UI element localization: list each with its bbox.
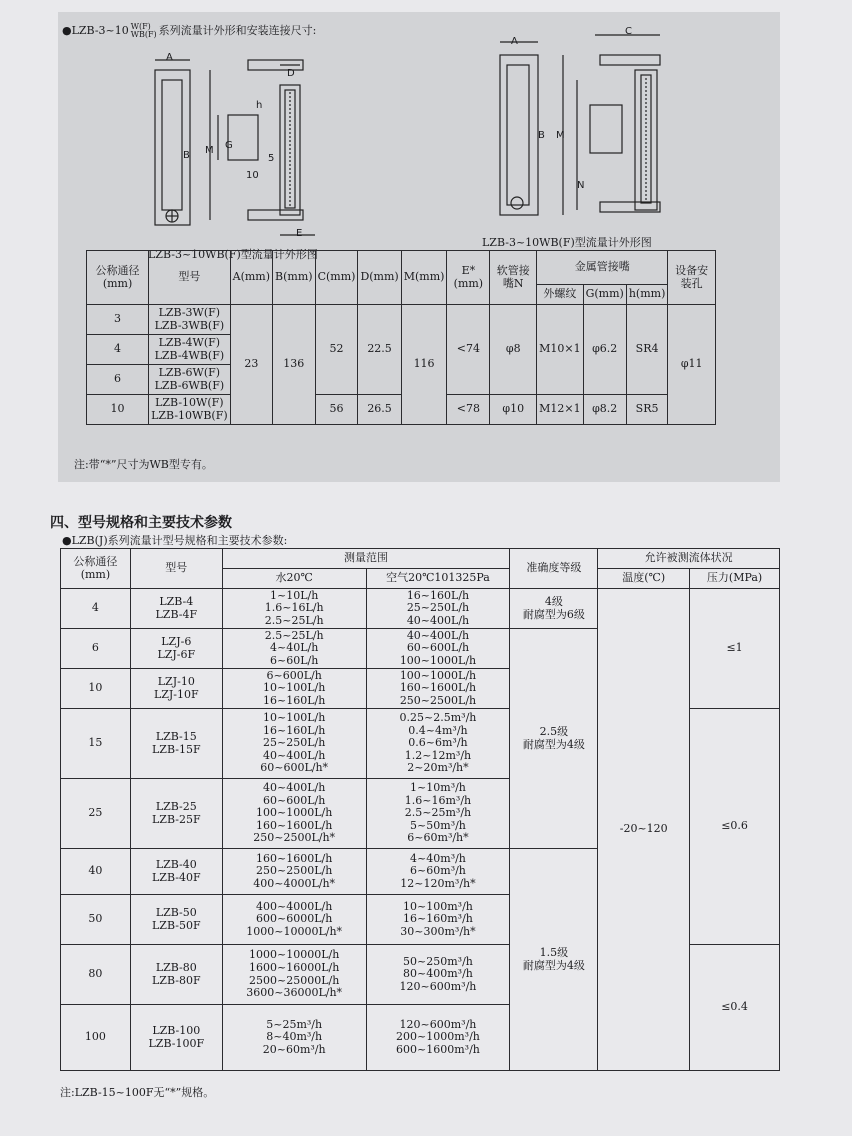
e-value-small: <74 <box>447 305 490 395</box>
m-value: 116 <box>401 305 447 425</box>
dim-label-h: h <box>256 100 263 111</box>
header-air: 空气20℃101325Pa <box>366 569 510 589</box>
model-cell: LZJ-6 LZJ-6F <box>130 629 222 669</box>
air-range-cell: 10~100m³/h 16~160m³/h 30~300m³/h* <box>366 895 510 945</box>
air-range-cell: 16~160L/h 25~250L/h 40~400L/h <box>366 589 510 629</box>
dim-label-g: G <box>225 140 233 151</box>
air-range-cell: 40~400L/h 60~600L/h 100~1000L/h <box>366 629 510 669</box>
header-d: D(mm) <box>358 251 401 305</box>
header-temp: 温度(℃) <box>598 569 690 589</box>
dn-cell: 50 <box>61 895 131 945</box>
water-range-cell: 40~400L/h 60~600L/h 100~1000L/h 160~1600L/h 250~2500L/h* <box>222 779 366 849</box>
header-range: 测量范围 <box>222 549 510 569</box>
dn-cell: 4 <box>87 335 149 365</box>
air-range-cell: 100~1000L/h 160~1600L/h 250~2500L/h <box>366 669 510 709</box>
g-value-large: φ8.2 <box>583 395 626 425</box>
water-range-cell: 5~25m³/h 8~40m³/h 20~60m³/h <box>222 1005 366 1071</box>
air-range-cell: 4~40m³/h 6~60m³/h 12~120m³/h* <box>366 849 510 895</box>
header-model: 型号 <box>149 251 231 305</box>
air-range-cell: 0.25~2.5m³/h 0.4~4m³/h 0.6~6m³/h 1.2~12m³/h 2~20m³/h* <box>366 709 510 779</box>
header-dn: 公称通径(mm) <box>61 549 131 589</box>
right-drawing-caption: LZB-3~10WB(F)型流量计外形图 <box>482 236 652 249</box>
header-thread: 外螺纹 <box>537 285 583 305</box>
header-model: 型号 <box>130 549 222 589</box>
model-cell: LZB-100 LZB-100F <box>130 1005 222 1071</box>
dimension-table <box>86 250 716 425</box>
header-m: M(mm) <box>401 251 447 305</box>
dim-label-c-right: C <box>625 26 632 37</box>
dim-label-b: B <box>183 150 190 161</box>
header-accuracy: 准确度等级 <box>510 549 598 589</box>
header-metal: 金属管接嘴 <box>537 251 668 285</box>
model-cell: LZB-10W(F) LZB-10WB(F) <box>149 395 231 425</box>
header-pressure: 压力(MPa) <box>690 569 780 589</box>
dn-cell: 100 <box>61 1005 131 1071</box>
a-value: 23 <box>230 305 272 425</box>
model-cell: LZB-3W(F) LZB-3WB(F) <box>149 305 231 335</box>
table-row <box>87 305 716 335</box>
dn-cell: 25 <box>61 779 131 849</box>
model-cell: LZB-4W(F) LZB-4WB(F) <box>149 335 231 365</box>
header-a: A(mm) <box>230 251 272 305</box>
air-range-cell: 1~10m³/h 1.6~16m³/h 2.5~25m³/h 5~50m³/h 6~60m³/h* <box>366 779 510 849</box>
section-title: 四、型号规格和主要技术参数 <box>50 515 232 531</box>
header-e: E*(mm) <box>447 251 490 305</box>
hose-value-large: φ10 <box>490 395 537 425</box>
air-range-cell: 120~600m³/h 200~1000m³/h 600~1600m³/h <box>366 1005 510 1071</box>
h-value-large: SR5 <box>626 395 668 425</box>
h-value-small: SR4 <box>626 305 668 395</box>
drawing-caption: ●LZB-3~10 W(F) WB(F) 系列流量计外形和安装连接尺寸: <box>62 22 317 39</box>
dn-cell: 40 <box>61 849 131 895</box>
table1-note: 注:带“*”尺寸为WB型专有。 <box>74 458 213 471</box>
header-hose: 软管接嘴N <box>490 251 537 305</box>
dn-cell: 15 <box>61 709 131 779</box>
water-range-cell: 10~100L/h 16~160L/h 25~250L/h 40~400L/h 60~600L/h* <box>222 709 366 779</box>
model-cell: LZB-80 LZB-80F <box>130 945 222 1005</box>
water-range-cell: 6~600L/h 10~100L/h 16~160L/h <box>222 669 366 709</box>
accuracy-cell: 1.5级 耐腐型为4级 <box>510 849 598 1071</box>
header-g: G(mm) <box>583 285 626 305</box>
dim-label-d: D <box>287 68 295 79</box>
model-cell: LZJ-10 LZJ-10F <box>130 669 222 709</box>
model-cell: LZB-6W(F) LZB-6WB(F) <box>149 365 231 395</box>
table-row <box>87 395 716 425</box>
air-range-cell: 50~250m³/h 80~400m³/h 120~600m³/h <box>366 945 510 1005</box>
c-value-large: 56 <box>315 395 358 425</box>
accuracy-cell: 2.5级 耐腐型为4级 <box>510 629 598 849</box>
b-value: 136 <box>273 305 316 425</box>
d-value-small: 22.5 <box>358 305 401 395</box>
accuracy-cell: 4级 耐腐型为6级 <box>510 589 598 629</box>
dim-label-5: 5 <box>268 153 275 164</box>
model-cell: LZB-40 LZB-40F <box>130 849 222 895</box>
spec-table <box>60 548 780 1071</box>
header-water: 水20℃ <box>222 569 366 589</box>
water-range-cell: 2.5~25L/h 4~40L/h 6~60L/h <box>222 629 366 669</box>
water-range-cell: 1000~10000L/h 1600~16000L/h 2500~25000L/h 3600~36000L/h* <box>222 945 366 1005</box>
model-cell: LZB-15 LZB-15F <box>130 709 222 779</box>
model-cell: LZB-50 LZB-50F <box>130 895 222 945</box>
right-flowmeter-drawing <box>495 30 695 230</box>
d-value-large: 26.5 <box>358 395 401 425</box>
table2-note: 注:LZB-15~100F无“*”规格。 <box>60 1086 215 1099</box>
section-subtitle: ●LZB(J)系列流量计型号规格和主要技术参数: <box>62 534 288 547</box>
hose-value-small: φ8 <box>490 305 537 395</box>
dim-label-10: 10 <box>246 170 259 181</box>
left-drawing-caption: LZB-3~10WB(F)型流量计外形图 <box>148 248 318 261</box>
c-value-small: 52 <box>315 305 358 395</box>
dn-cell: 4 <box>61 589 131 629</box>
g-value-small: φ6.2 <box>583 305 626 395</box>
dn-cell: 6 <box>87 365 149 395</box>
model-cell: LZB-4 LZB-4F <box>130 589 222 629</box>
dim-label-m: M <box>205 145 214 156</box>
dn-cell: 10 <box>87 395 149 425</box>
dim-label-n-right: N <box>577 180 585 191</box>
temperature-cell: -20~120 <box>598 589 690 1071</box>
dim-label-b-right: B <box>538 130 545 141</box>
water-range-cell: 400~4000L/h 600~6000L/h 1000~10000L/h* <box>222 895 366 945</box>
dim-label-a-right: A <box>511 36 518 47</box>
pressure-cell: ≤1 <box>690 589 780 709</box>
e-value-large: <78 <box>447 395 490 425</box>
water-range-cell: 160~1600L/h 250~2500L/h 400~4000L/h* <box>222 849 366 895</box>
dn-cell: 6 <box>61 629 131 669</box>
model-cell: LZB-25 LZB-25F <box>130 779 222 849</box>
pressure-cell: ≤0.6 <box>690 709 780 945</box>
header-b: B(mm) <box>273 251 316 305</box>
water-range-cell: 1~10L/h 1.6~16L/h 2.5~25L/h <box>222 589 366 629</box>
table-row <box>61 589 780 629</box>
dim-label-m-right: M <box>556 130 565 141</box>
dim-label-a: A <box>166 52 173 63</box>
dn-cell: 80 <box>61 945 131 1005</box>
thread-value-small: M10×1 <box>537 305 583 395</box>
mount-value: φ11 <box>668 305 716 425</box>
pressure-cell: ≤0.4 <box>690 945 780 1071</box>
header-c: C(mm) <box>315 251 358 305</box>
dn-cell: 3 <box>87 305 149 335</box>
header-dn: 公称通径(mm) <box>87 251 149 305</box>
header-mount: 设备安装孔 <box>668 251 716 305</box>
dn-cell: 10 <box>61 669 131 709</box>
dim-label-e: E <box>296 228 303 239</box>
header-fluid: 允许被测流体状况 <box>598 549 780 569</box>
thread-value-large: M12×1 <box>537 395 583 425</box>
left-flowmeter-drawing <box>140 40 340 240</box>
header-h: h(mm) <box>626 285 668 305</box>
